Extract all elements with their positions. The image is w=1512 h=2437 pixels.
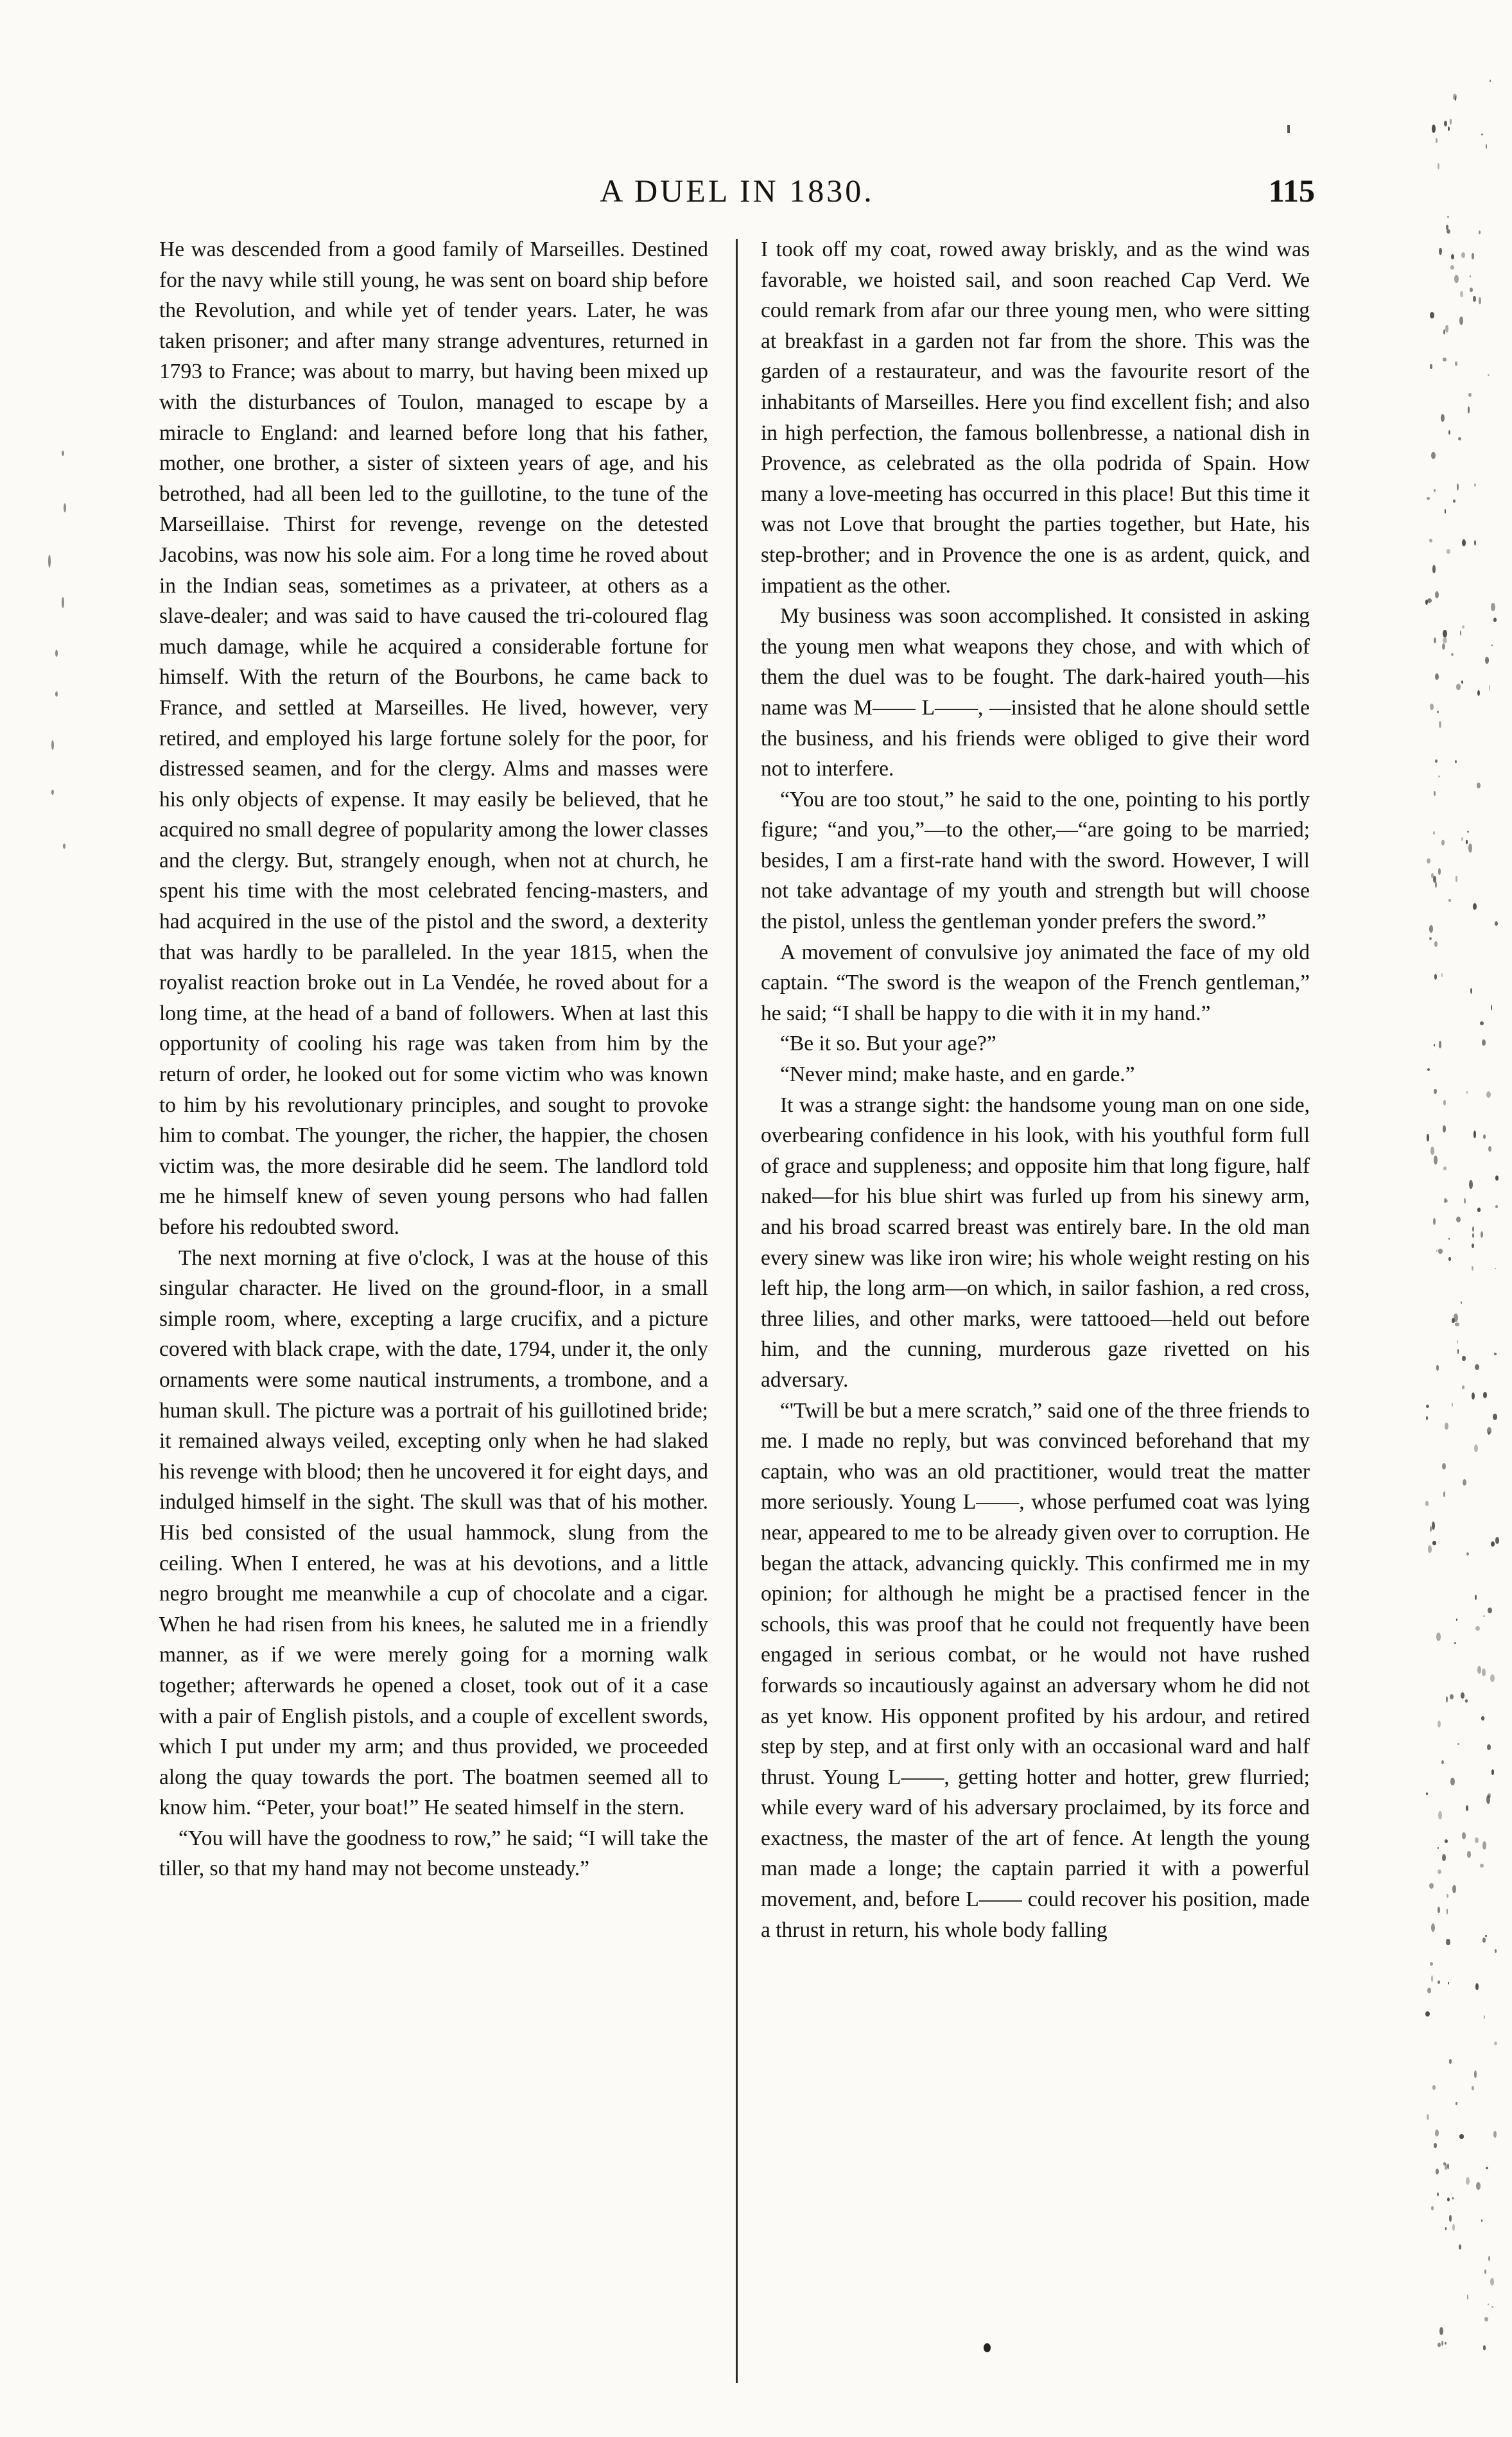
page-header: [159, 172, 1315, 223]
scan-speck: [1453, 94, 1457, 100]
scan-speck: [1491, 1769, 1495, 1775]
scan-speck: [51, 740, 54, 750]
scan-speck: [1448, 126, 1450, 131]
scan-speck: [1455, 1323, 1459, 1327]
scan-speck: [1448, 1257, 1451, 1260]
scan-speck: [1491, 2306, 1493, 2308]
scan-speck: [1470, 275, 1472, 277]
scan-speck: [1466, 1805, 1468, 1811]
scan-speck: [1461, 1301, 1462, 1304]
scan-speck: [1477, 1208, 1481, 1211]
scan-speck: [1454, 275, 1459, 283]
scan-speck: [1437, 2192, 1439, 2196]
paragraph: A movement of convulsive joy animated the face of my old captain. “The sword is the weapon of the French gentleman,” he said; “I shall be happy to die with it in my hand.”: [761, 940, 1310, 1025]
column-divider: [736, 239, 738, 2383]
scan-speck: [1481, 134, 1483, 135]
scan-speck: [1430, 1962, 1433, 1966]
scan-speck: [1454, 1314, 1458, 1322]
scan-speck: [1445, 325, 1448, 333]
scan-speck: [1438, 1721, 1441, 1728]
scan-speck: [1434, 1044, 1436, 1046]
scan-speck: [1495, 1205, 1498, 1208]
scan-speck: [1462, 1832, 1466, 1839]
scan-speck: [1446, 1696, 1448, 1703]
scan-speck: [1483, 1392, 1487, 1398]
scan-speck: [1432, 2085, 1436, 2089]
scan-speck: [1491, 1541, 1495, 1547]
scan-speck: [1490, 2278, 1494, 2285]
scan-edge-noise: [1425, 77, 1502, 2388]
scan-speck: [1436, 1249, 1438, 1252]
scan-speck: [1450, 265, 1455, 270]
scan-speck: [1437, 711, 1439, 713]
scan-speck: [1464, 1198, 1466, 1203]
paragraph: I took off my coat, rowed away briskly, and as the wind was favorable, we hoisted sail, and soon reached Cap Verd. We could remark from afar our three young men, who were sitting at breakfast in a garden not far from the shore. This was the garden of a restaurateur, and was the favourite resort of the inhabitants of Marseilles. Here you find excellent fish; and also in high perfection, the famous bollenbresse, a national dish in Provence, as celebrated as the olla podrida of Spain. How many a love-meeting has occurred in this place! But this time it was not Love that brought the parties together, but Hate, his step-brother; and in Provence the one is as ardent, quick, and impatient as the other.: [761, 238, 1310, 598]
paragraph: “Never mind; make haste, and en garde.”: [780, 1062, 1135, 1087]
scan-speck: [1441, 973, 1443, 977]
scan-speck: [1447, 2198, 1450, 2201]
scan-speck: [1462, 1385, 1464, 1389]
scan-speck: [1431, 1975, 1433, 1982]
paragraph: “'Twill be but a mere scratch,” said one of the three friends to me. I made no reply, but was convinced beforehand that my captain, who was an old practitioner, would treat the matter more seriously. Young L——, whose perfumed coat was lying near, appeared to me to be already given over to corruption. He began the attack, advancing quickly. This confirmed me in my opinion; for although he might be a practised fencer in the schools, this was proof that he could not frequently have been engaged in serious combat, or he would not have rushed forwards so incautiously against an adversary whom he did not as yet know. His opponent profited by his ardour, and retired step by step, and at first only with an occasional ward and half thrust. Young L——, getting hotter and hotter, grew flurried; while every ward of his adversary proclaimed, by its force and exactness, the master of the art of fence. At length the young man made a longe; the captain parried it with a powerful movement, and, before L—— could recover his position, made a thrust in return, his whole body falling: [761, 1398, 1310, 1942]
scan-speck: [1486, 1091, 1491, 1098]
scan-speck: [1461, 837, 1463, 841]
scan-speck: [1470, 288, 1473, 293]
scan-speck: [1443, 1125, 1446, 1133]
scan-speck: [1439, 248, 1441, 255]
scan-speck: [1493, 618, 1497, 622]
scan-speck: [1446, 225, 1448, 229]
paragraph: The next morning at five o'clock, I was at the house of this singular character. He lived on the ground-floor, in a small simple room, where, excepting a large crucifix, and a picture covered with black crape, with the date, 1794, under it, the only ornaments were some nautical instruments, a trombone, and a human skull. The picture was a portrait of his guillotined bride; it remained always veiled, excepting only when he had slaked his revenge with blood; then he uncovered it for eight days, and indulged himself in the sight. The skull was that of his mother. His bed consisted of the usual hammock, slung from the ceiling. When I entered, he was at his devotions, and a little negro brought me meanwhile a cup of chocolate and a cigar. When he had risen from his knees, he saluted me in a friendly manner, as if we were merely going for a morning walk together; afterwards he opened a closet, took out of it a case with a pair of English pistols, and a couple of excellent swords, which I put under my arm; and thus provided, we proceeded along the quay towards the port. The boatmen seemed all to know him. “Peter, your boat!” He seated himself in the stern.: [159, 1245, 708, 1820]
scan-speck: [1438, 1907, 1440, 1913]
scan-speck: [1482, 1039, 1486, 1046]
scan-speck: [1482, 1938, 1486, 1943]
scan-speck: [1441, 2341, 1443, 2346]
scan-speck: [1488, 2256, 1490, 2261]
scan-speck: [1467, 1851, 1472, 1858]
scan-speck: [1486, 2167, 1488, 2169]
scan-speck: [1461, 681, 1463, 684]
scan-speck: [1435, 881, 1437, 888]
scan-speck: [1459, 317, 1463, 325]
scan-speck: [1439, 721, 1441, 728]
scan-speck: [1431, 452, 1435, 459]
page-number: 115: [1268, 173, 1315, 209]
scan-speck: [1443, 630, 1447, 637]
scan-speck: [1445, 2342, 1447, 2345]
scan-speck: [1435, 2129, 1439, 2136]
scan-speck: [1443, 2162, 1445, 2165]
scan-speck: [1434, 974, 1438, 980]
scan-speck: [1447, 216, 1449, 218]
scan-speck: [1429, 1883, 1434, 1889]
scan-speck: [1438, 868, 1441, 875]
scan-speck: [1438, 163, 1439, 169]
scan-speck: [1455, 361, 1457, 366]
scan-speck: [1442, 643, 1445, 650]
scan-speck: [1435, 673, 1439, 681]
scan-speck: [1428, 1545, 1432, 1553]
scan-speck: [1438, 1811, 1441, 1819]
scan-speck: [1472, 1244, 1474, 1248]
scan-speck: [1482, 1841, 1486, 1850]
scan-speck: [1481, 1231, 1483, 1238]
paragraph: “Be it so. But your age?”: [780, 1032, 996, 1056]
scan-speck: [1468, 844, 1472, 852]
scan-speck: [1460, 630, 1461, 636]
scan-speck: [1452, 2224, 1455, 2231]
scan-speck: [1495, 1537, 1500, 1544]
scan-speck: [1483, 1134, 1486, 1139]
scan-speck: [1477, 1666, 1481, 1674]
scan-speck: [1491, 645, 1493, 646]
scan-speck: [1488, 374, 1490, 376]
scan-speck: [1447, 549, 1451, 554]
scan-speck: [1432, 1541, 1437, 1545]
scan-speck: [1447, 229, 1450, 234]
scan-speck: [1445, 1839, 1448, 1844]
scan-speck: [1487, 1744, 1491, 1750]
scan-speck: [1459, 2244, 1461, 2250]
scan-speck: [1475, 1837, 1479, 1843]
scan-speck: [1429, 937, 1432, 940]
scan-speck: [1443, 358, 1447, 361]
scan-speck: [1493, 1414, 1497, 1420]
scan-speck: [1488, 1608, 1492, 1613]
scan-speck: [1485, 657, 1490, 664]
scan-speck: [1473, 296, 1475, 302]
scan-speck: [55, 691, 58, 697]
paragraph: “You will have the goodness to row,” he said; “I will take the tiller, so that my hand may not become unsteady.”: [159, 1826, 708, 1881]
scan-speck: [1473, 1131, 1476, 1138]
scan-speck: [1484, 2317, 1489, 2321]
scan-speck: [1495, 1268, 1496, 1269]
scan-speck: [1486, 144, 1488, 149]
scan-speck: [1456, 684, 1460, 690]
scan-speck: [1495, 921, 1498, 926]
scan-speck: [1448, 899, 1452, 902]
scan-speck: [1490, 80, 1491, 82]
scan-speck: [1477, 783, 1481, 788]
right-column: [761, 234, 1310, 1945]
scan-speck: [1430, 364, 1432, 369]
scan-speck: [1430, 704, 1434, 710]
scan-speck: [1462, 539, 1466, 546]
scan-speck: [1427, 1134, 1430, 1141]
scan-speck: [55, 650, 58, 657]
scan-speck: [1434, 1089, 1437, 1095]
scan-speck: [1450, 119, 1452, 125]
scan-speck: [1491, 603, 1495, 611]
scan-speck: [1468, 406, 1470, 413]
scan-speck: [1495, 1175, 1499, 1181]
scan-speck: [1456, 1618, 1457, 1622]
scan-speck: [1425, 2011, 1429, 2016]
scan-speck: [62, 451, 64, 456]
scan-speck: [1443, 637, 1447, 643]
scan-speck: [1472, 1266, 1473, 1271]
scan-speck: [1432, 1522, 1435, 1530]
scan-speck: [1444, 121, 1448, 126]
scan-speck: [1441, 1760, 1443, 1764]
scan-speck: [1434, 637, 1436, 643]
scan-speck: [1484, 2269, 1486, 2274]
scan-speck: [1448, 1238, 1450, 1240]
scan-speck: [1472, 253, 1473, 259]
scan-speck: [1434, 941, 1438, 947]
scan-speck: [1447, 2164, 1449, 2169]
scan-speck: [1434, 791, 1436, 796]
scan-speck: [1438, 1869, 1441, 1875]
scan-speck: [1432, 565, 1436, 573]
scan-speck: [1438, 1981, 1440, 1983]
scan-speck: [1480, 1021, 1484, 1025]
scan-speck: [1456, 1217, 1461, 1222]
scan-speck: [1480, 1864, 1484, 1868]
scan-speck: [1450, 1694, 1454, 1699]
scan-speck: [1494, 2042, 1497, 2045]
scan-speck: [1451, 653, 1454, 656]
scan-speck: [1465, 1699, 1468, 1703]
scan-speck: [1443, 1166, 1447, 1170]
scan-speck: [1481, 1716, 1484, 1721]
scan-speck: [1450, 1778, 1454, 1785]
scan-speck: [63, 844, 65, 849]
scan-speck: [1483, 1615, 1485, 1618]
scan-speck: [1427, 1068, 1430, 1071]
scan-speck: [1463, 1479, 1466, 1486]
scan-speck: [1427, 1988, 1431, 1994]
left-column: [159, 234, 708, 1884]
scan-speck: [1446, 1939, 1450, 1946]
scan-speck: [1488, 1793, 1491, 1798]
scan-speck: [1427, 2114, 1429, 2120]
scan-speck: [1472, 1233, 1474, 1237]
scan-speck: [1426, 1792, 1427, 1795]
scan-speck: [1467, 2294, 1469, 2300]
scan-speck: [1439, 1041, 1441, 1048]
scan-speck: [1445, 509, 1447, 514]
scan-speck: [1477, 690, 1480, 696]
scan-speck: [1436, 138, 1438, 143]
scan-speck: [1439, 2327, 1443, 2335]
scan-speck: [1475, 1983, 1479, 1990]
scan-margin-marks: [39, 449, 77, 899]
scan-speck: [1433, 1218, 1436, 1225]
scan-speck: [1485, 1935, 1487, 1938]
scan-speck: [1474, 2070, 1477, 2077]
scan-speck: [1452, 1885, 1456, 1893]
scan-speck: [1442, 1463, 1446, 1470]
scan-speck: [1466, 1552, 1469, 1556]
scan-speck: [1472, 1392, 1475, 1400]
scan-speck: [1425, 600, 1427, 605]
scan-speck: [1479, 230, 1481, 234]
scan-speck: [1495, 1949, 1497, 1954]
scan-speck: [1460, 291, 1463, 297]
scan-speck: [1436, 2169, 1439, 2175]
scan-speck: [1455, 760, 1457, 763]
scan-speck: [1472, 1226, 1474, 1232]
scan-speck: [1448, 430, 1450, 435]
scan-speck: [1479, 297, 1481, 304]
scan-speck: [1487, 1427, 1491, 1434]
scan-speck: [1429, 925, 1433, 933]
scan-speck: [1452, 2197, 1454, 2199]
scan-speck: [1431, 2206, 1434, 2210]
scan-speck: [1430, 1147, 1435, 1155]
scan-speck: [1449, 2059, 1452, 2064]
scan-speck: [1489, 685, 1491, 691]
scan-speck: [1441, 840, 1445, 846]
scan-speck: [1488, 2303, 1489, 2305]
scan-speck: [1472, 2086, 1474, 2090]
scan-speck: [1470, 988, 1472, 994]
scan-speck: [1457, 483, 1459, 490]
scan-speck: [1482, 1669, 1486, 1676]
scan-speck: [1441, 414, 1445, 422]
scan-speck: [1434, 1156, 1438, 1165]
scan-speck: [1438, 776, 1439, 777]
scan-speck: [1456, 2102, 1457, 2105]
scan-speck: [1451, 254, 1454, 259]
scan-speck: [1474, 1444, 1478, 1452]
scan-speck: [51, 790, 54, 795]
scan-speck: [1429, 539, 1432, 542]
scan-speck: [1457, 1743, 1459, 1745]
scan-speck: [1445, 2227, 1447, 2230]
scan-speck: [1493, 2131, 1497, 2138]
paragraph: “You are too stout,” he said to the one, pointing to his portly figure; “and you,”—to the other,—“are going to be married; besides, I am a first-rate hand with the sword. However, I will not take advantage of my youth and strength but will choose the pistol, unless the gentleman yonder prefers the sword.”: [761, 787, 1310, 934]
paragraph: He was descended from a good family of Marseilles. Destined for the navy while still young, he was sent on board ship before the Revolution, and while yet of tender years. Later, he was taken prisoner; and after many strange adventures, returned in 1793 to France; was about to marry, but having been mixed up with the disturbances of Toulon, managed to escape by a miracle to England: and learned before long that his father, mother, one brother, a sister of sixteen years of age, and his betrothed, had all been led to the guillotine, to the tune of the Marseillaise. Thirst for revenge, revenge on the detested Jacobins, was now his sole aim. For a long time he roved about in the Indian seas, sometimes as a privateer, at others as a slave-dealer; and was said to have caused the tri-coloured flag much damage, while he acquired a considerable fortune for himself. With the return of the Bourbons, he came back to France, and settled at Marseilles. He lived, however, very retired, and employed his large fortune solely for the poor, for distressed seamen, and for the clergy. Alms and masses were his only objects of expense. It may easily be believed, that he acquired no small degree of popularity among the lower classes and the clergy. But, strangely enough, when not at church, he spent his time with the most celebrated fencing-masters, and had acquired in the use of the pistol and the sword, a dexterity that was hardly to be paralleled. In the year 1815, when the royalist reaction broke out in La Vendée, he roved about for a long time, at the head of a band of followers. When at last this opportunity of cooling his rage was taken from him by the return of order, he looked out for some victim who was known to him by his revolutionary principles, and sought to provoke him to combat. The younger, the richer, the happier, the chosen victim was, the more desirable did he seem. The landlord told me he himself knew of seven young persons who had fallen before his redoubted sword.: [159, 238, 708, 1239]
scan-speck: [1438, 1847, 1439, 1849]
running-title: A DUEL IN 1830.: [600, 173, 874, 209]
scan-speck: [1475, 1364, 1479, 1370]
scan-speck: [1438, 2343, 1441, 2348]
scan-speck: [1453, 499, 1456, 503]
scan-speck: [1458, 437, 1461, 440]
paragraph: It was a strange sight: the handsome young man on one side, overbearing confidence in his look, with his youthful form full of grace and suppleness; and opposite him that long figure, half naked—for his blue shirt was furled up from his sinewy arm, and his broad scarred breast was entirely bare. In the old man every sinew was like iron wire; his whole weight resting on his left hip, the long arm—on which, in sailor fashion, a red cross, three lilies, and other marks, were tattooed—held out before him, and the cunning, murderous gaze rivetted on his adversary.: [761, 1093, 1310, 1392]
scan-speck: [1449, 2215, 1452, 2221]
scan-speck: [1454, 1642, 1456, 1644]
scan-speck: [1461, 1692, 1464, 1699]
paragraph: My business was soon accomplished. It consisted in asking the young men what weapons they chose, and with which of them the duel was to be fought. The dark-haired youth—his name was M—— L——, —insisted that he alone should settle the business, and his friends were obliged to give their word not to interfere.: [761, 604, 1310, 781]
scan-speck: [1433, 831, 1435, 835]
scan-speck: [1457, 1349, 1459, 1354]
scan-speck: [1481, 2219, 1483, 2222]
scan-speck: [1475, 1595, 1477, 1600]
scan-speck: [1445, 1423, 1448, 1430]
scan-speck: [1476, 2182, 1480, 2190]
scan-speck: [1426, 1405, 1429, 1409]
ink-dot: [984, 2343, 991, 2352]
scan-speck: [1466, 2177, 1470, 2185]
scan-speck: [1491, 1005, 1492, 1010]
scan-speck: [1456, 876, 1458, 881]
scan-speck: [64, 503, 66, 512]
ink-mark: [1287, 125, 1290, 133]
scan-speck: [1427, 497, 1430, 500]
scan-speck: [1434, 2143, 1437, 2148]
scan-speck: [1452, 1403, 1453, 1407]
scan-speck: [1459, 2134, 1464, 2139]
scan-speck: [1461, 252, 1465, 259]
scan-speck: [1473, 903, 1476, 910]
scan-speck: [1434, 489, 1436, 492]
scan-speck: [1447, 1909, 1448, 1914]
scan-speck: [1484, 2015, 1485, 2019]
scan-speck: [1436, 1633, 1441, 1640]
scan-speck: [1425, 1501, 1428, 1506]
scan-speck: [1490, 1674, 1495, 1683]
scan-speck: [1448, 1982, 1449, 1985]
scan-speck: [1462, 1356, 1465, 1361]
scan-speck: [1431, 1923, 1435, 1932]
scan-speck: [1466, 840, 1468, 844]
scan-speck: [1468, 393, 1472, 396]
scan-speck: [1426, 1416, 1427, 1420]
scan-speck: [1435, 591, 1439, 598]
scan-speck: [1462, 625, 1464, 629]
scan-speck: [1432, 125, 1436, 133]
scan-speck: [1447, 1894, 1449, 1898]
scan-speck: [1488, 1146, 1491, 1152]
scan-speck: [1483, 2345, 1486, 2350]
scan-speck: [1466, 1091, 1468, 1094]
scan-speck: [1442, 1854, 1446, 1861]
scan-speck: [1467, 831, 1469, 833]
scan-speck: [1435, 759, 1437, 763]
scan-speck: [1494, 1353, 1497, 1356]
scan-speck: [1427, 858, 1430, 863]
scan-speck: [1436, 1365, 1438, 1371]
scan-speck: [1474, 540, 1476, 546]
scan-speck: [48, 555, 51, 568]
scan-speck: [1469, 1180, 1473, 1189]
scan-speck: [1457, 1340, 1458, 1344]
scan-speck: [1438, 1249, 1443, 1254]
scan-speck: [1474, 483, 1477, 487]
scan-speck: [1443, 1491, 1445, 1498]
scan-speck: [1443, 1100, 1446, 1106]
scan-speck: [1430, 312, 1434, 318]
scan-speck: [62, 597, 64, 608]
scan-speck: [1475, 1626, 1480, 1631]
